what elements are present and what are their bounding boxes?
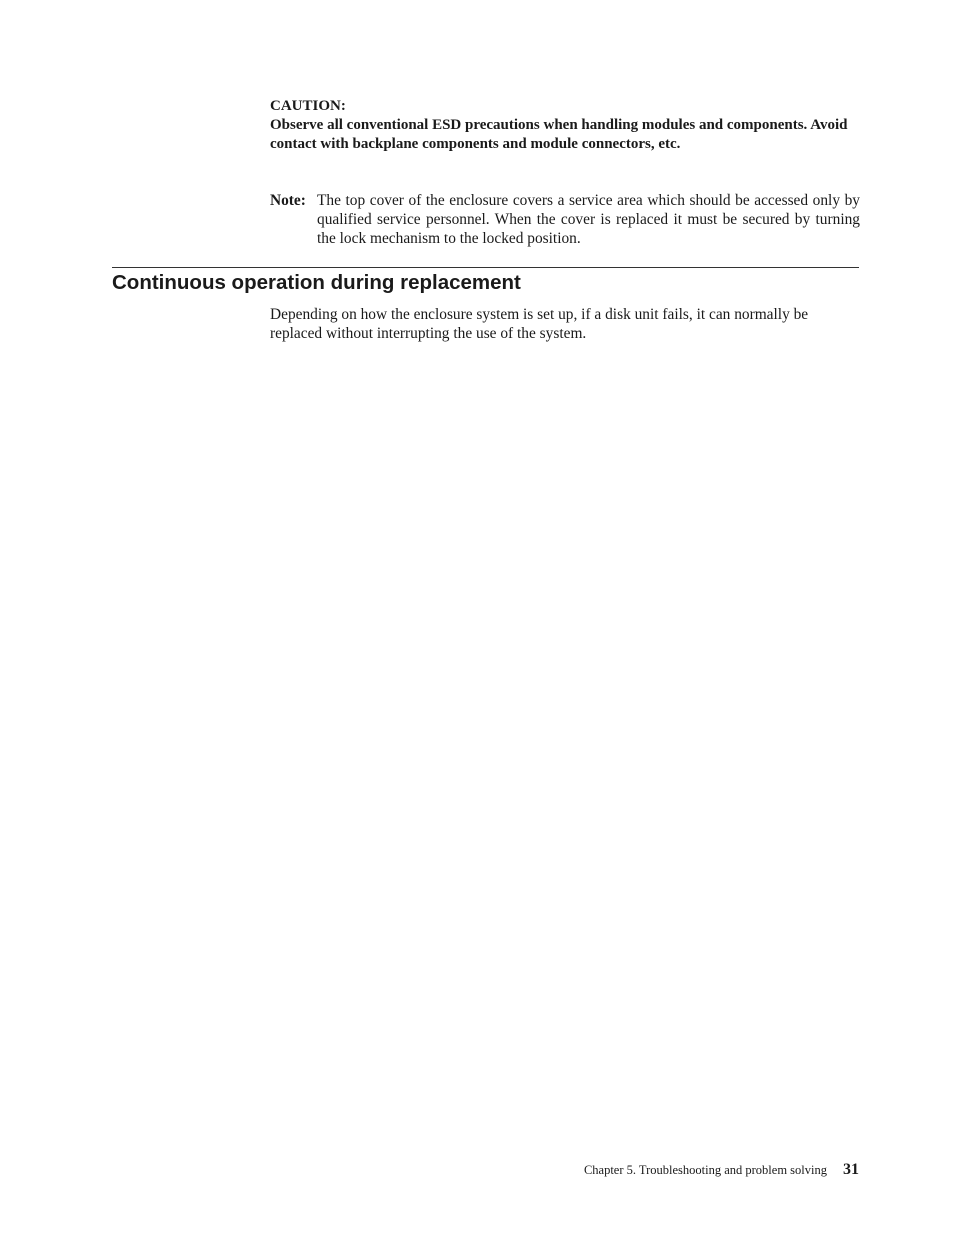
section-divider xyxy=(112,267,859,268)
note-label: Note: xyxy=(270,192,306,209)
note-block xyxy=(270,191,860,248)
caution-label: CAUTION: xyxy=(270,98,346,114)
page-number: 31 xyxy=(843,1161,859,1178)
section-body-paragraph: Depending on how the enclosure system is set up, if a disk unit fails, it can normally be replaced without interrupting the use of the system. xyxy=(270,306,809,342)
section-heading: Continuous operation during replacement xyxy=(112,271,521,294)
note-text: The top cover of the enclosure covers a service area which should be accessed only by qualified service personnel. When the cover is replaced it must be secured by turning the lock mechanism to the locked position. xyxy=(317,192,860,247)
caution-text: Observe all conventional ESD precautions when handling modules and components. Avoid contact with backplane components and module connectors, etc. xyxy=(270,117,848,152)
caution-block xyxy=(270,97,860,154)
page-footer xyxy=(584,1161,859,1179)
footer-chapter-title: Chapter 5. Troubleshooting and problem solving xyxy=(583,1163,827,1177)
